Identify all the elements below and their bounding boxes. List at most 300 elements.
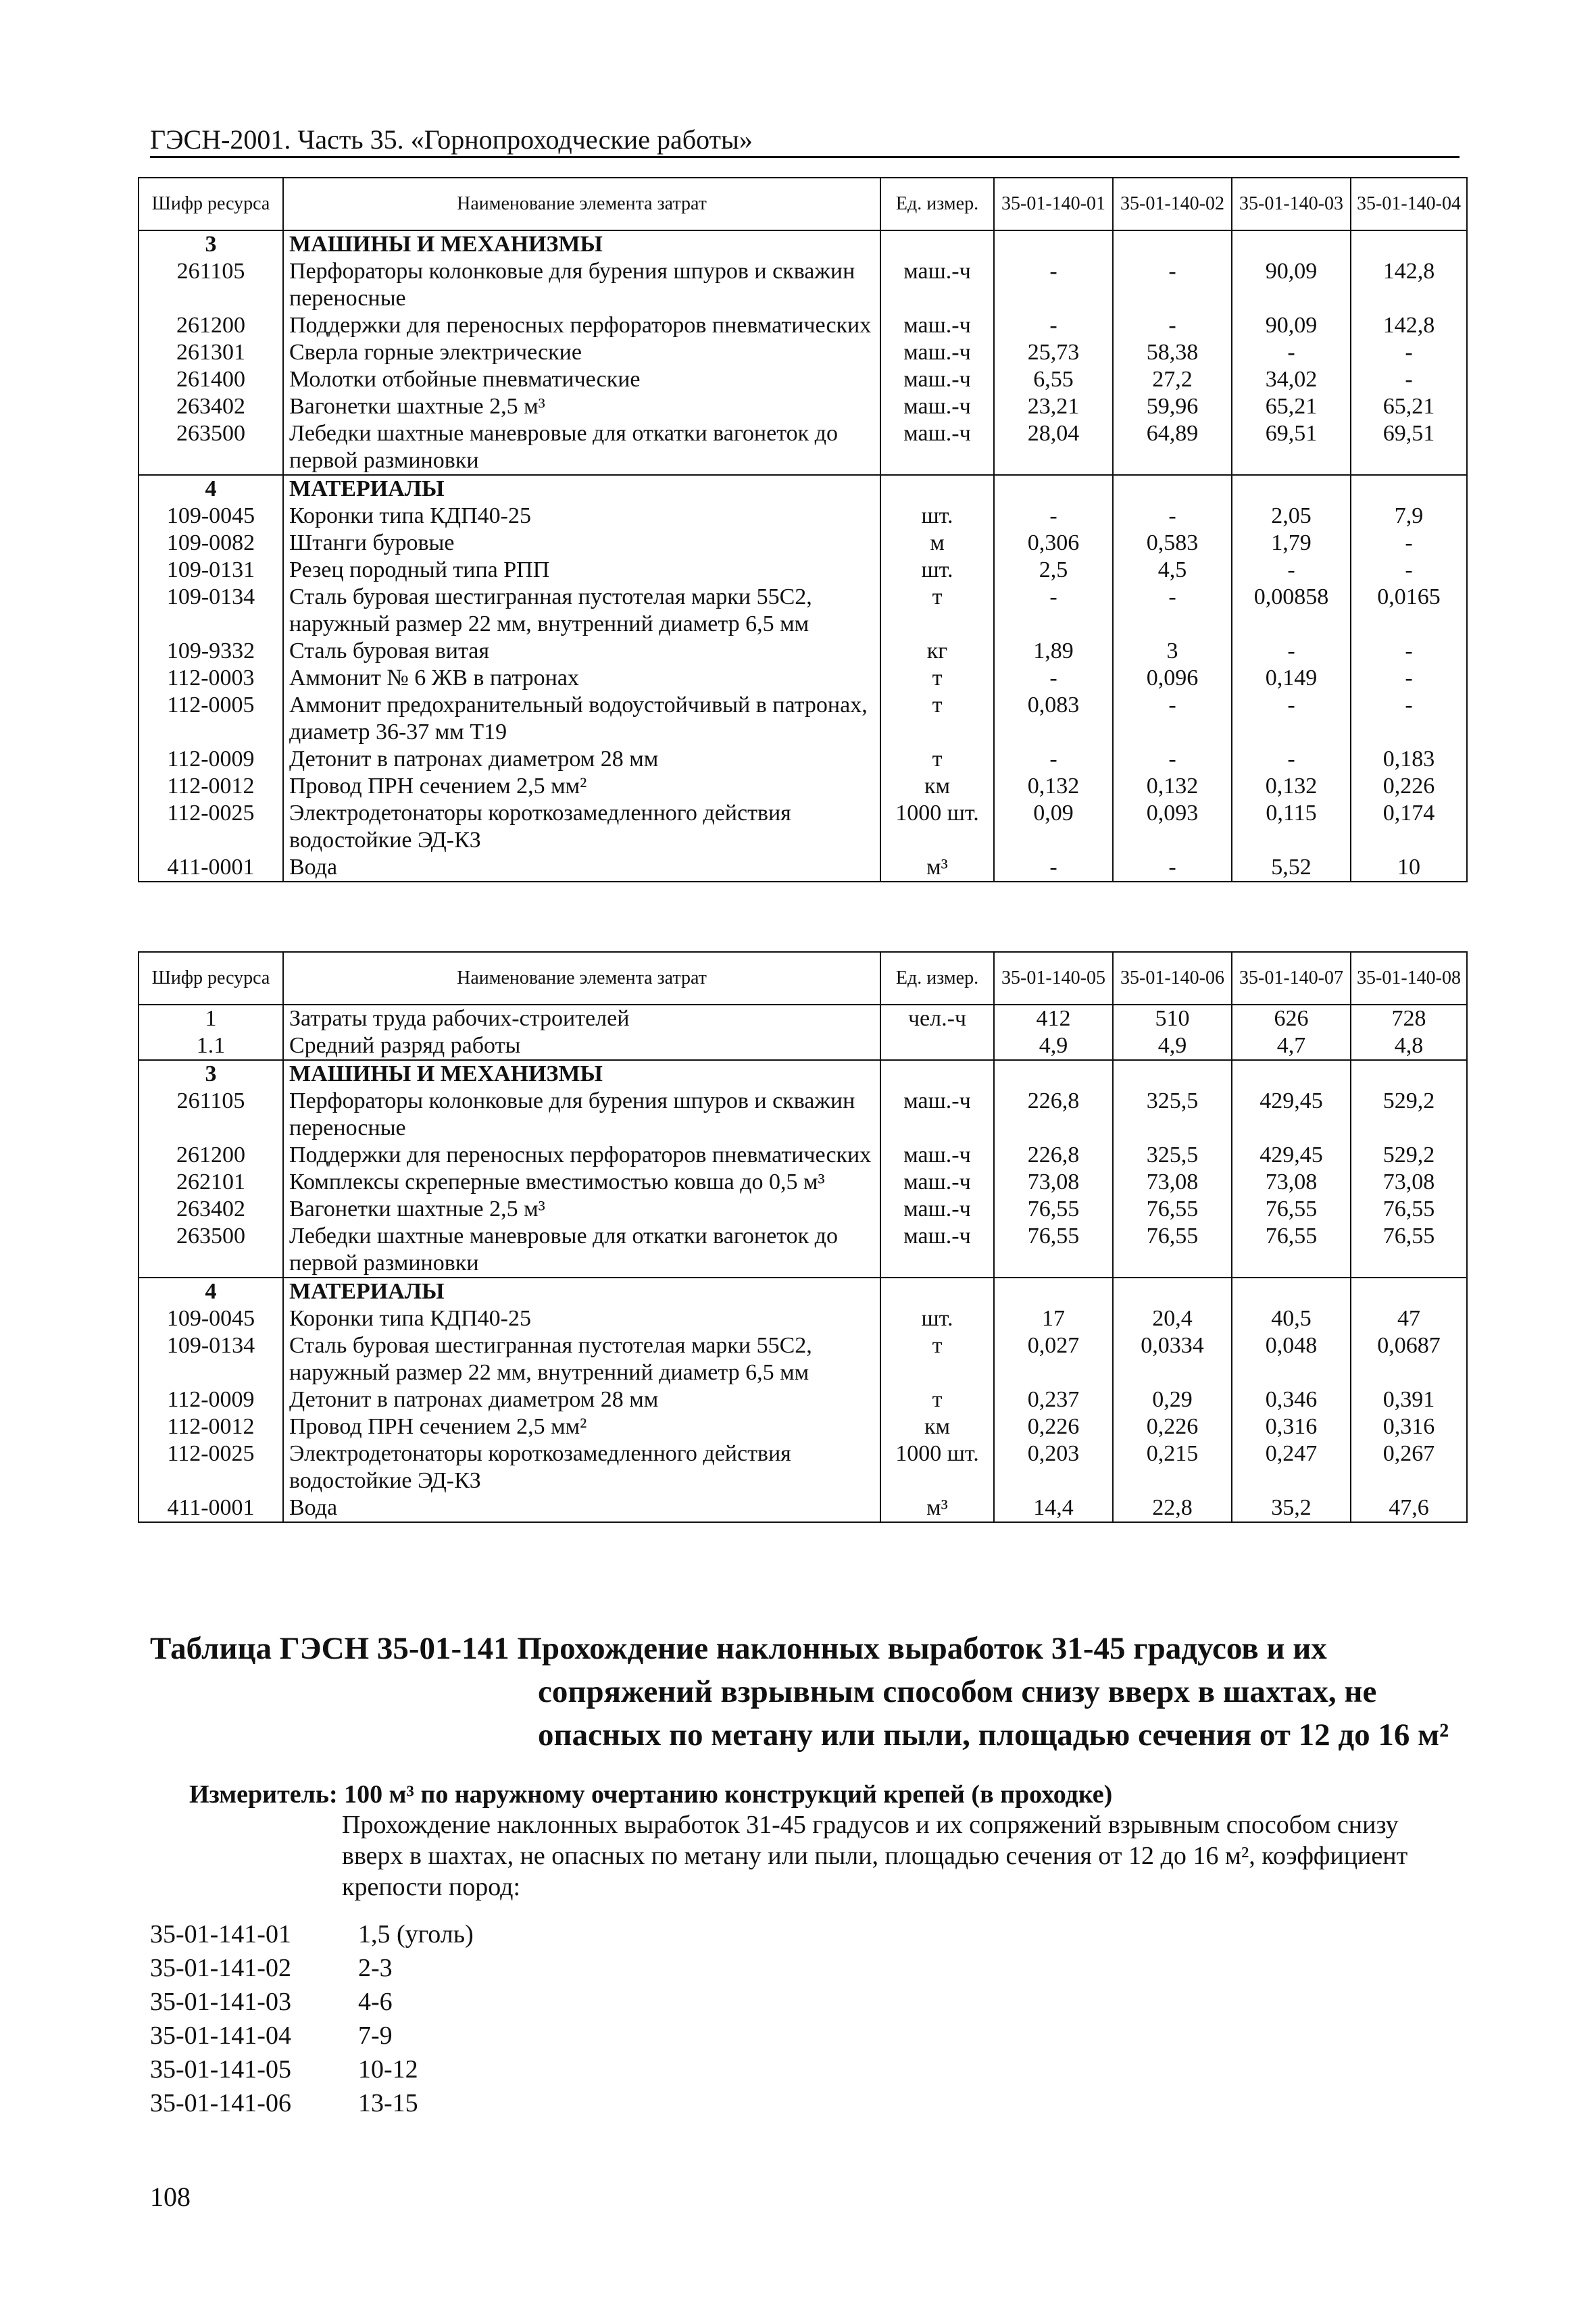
resource-name-cell: Коронки типа КДП40-25 bbox=[283, 503, 880, 530]
table-row bbox=[139, 1332, 1467, 1386]
table-row bbox=[139, 1060, 1467, 1088]
value-cell: 73,08 bbox=[1351, 1169, 1467, 1196]
unit-cell bbox=[880, 1032, 994, 1060]
running-header: ГЭСН-2001. Часть 35. «Горнопроходческие работы» bbox=[150, 123, 1460, 158]
resource-code-cell: 263402 bbox=[139, 393, 283, 420]
unit-cell: км bbox=[880, 773, 994, 800]
value-cell: 0,346 bbox=[1232, 1386, 1351, 1413]
value-cell: 0,306 bbox=[994, 530, 1113, 557]
value-cell: 22,8 bbox=[1113, 1494, 1232, 1522]
table-title-continuation: сопряжений взрывным способом снизу вверх в шахтах, не опасных по метану или пыли, площадью сечения от 12 до 16 м² bbox=[538, 1674, 1449, 1753]
variant-value: 2-3 bbox=[358, 1954, 393, 1982]
table-row bbox=[139, 258, 1467, 312]
unit-cell: 1000 шт. bbox=[880, 800, 994, 854]
value-cell: - bbox=[1351, 339, 1467, 366]
value-cell: 17 bbox=[994, 1305, 1113, 1332]
table-row bbox=[139, 530, 1467, 557]
value-cell bbox=[994, 475, 1113, 503]
unit-cell: маш.-ч bbox=[880, 258, 994, 312]
value-cell: 76,55 bbox=[994, 1196, 1113, 1223]
resource-name-cell: Вагонетки шахтные 2,5 м³ bbox=[283, 1196, 880, 1223]
value-cell: 0,132 bbox=[994, 773, 1113, 800]
value-cell bbox=[1113, 230, 1232, 258]
value-cell bbox=[1113, 1278, 1232, 1305]
table-body bbox=[139, 230, 1467, 882]
value-cell: - bbox=[1232, 557, 1351, 584]
value-cell: 73,08 bbox=[1232, 1169, 1351, 1196]
resource-name-cell: Лебедки шахтные маневровые для откатки вагонеток до первой разминовки bbox=[283, 1223, 880, 1278]
resource-code-cell: 112-0025 bbox=[139, 800, 283, 854]
variant-code: 35-01-141-03 bbox=[150, 1988, 291, 2016]
resource-name-cell: Средний разряд работы bbox=[283, 1032, 880, 1060]
value-cell: 2,05 bbox=[1232, 503, 1351, 530]
resource-code-cell: 3 bbox=[139, 230, 283, 258]
unit-cell: маш.-ч bbox=[880, 1142, 994, 1169]
resource-code-cell: 109-0082 bbox=[139, 530, 283, 557]
measurement-unit: Измеритель: 100 м³ по наружному очертанию конструкций крепей (в проходке) bbox=[189, 1780, 1113, 1809]
value-cell: - bbox=[1113, 854, 1232, 882]
value-cell: 0,183 bbox=[1351, 746, 1467, 773]
value-cell: 0,316 bbox=[1351, 1413, 1467, 1440]
table-row bbox=[139, 638, 1467, 665]
value-cell: - bbox=[1113, 503, 1232, 530]
value-cell: 20,4 bbox=[1113, 1305, 1232, 1332]
column-header-code: Шифр ресурса bbox=[139, 952, 283, 1005]
value-cell bbox=[1232, 475, 1351, 503]
value-cell: 325,5 bbox=[1113, 1088, 1232, 1142]
value-cell: 529,2 bbox=[1351, 1088, 1467, 1142]
unit-cell: шт. bbox=[880, 557, 994, 584]
table-body bbox=[139, 1005, 1467, 1522]
value-cell: 0,226 bbox=[1113, 1413, 1232, 1440]
resource-name-cell: Перфораторы колонковые для бурения шпуров и скважин переносные bbox=[283, 1088, 880, 1142]
value-cell: 23,21 bbox=[994, 393, 1113, 420]
unit-cell: маш.-ч bbox=[880, 1088, 994, 1142]
value-cell: 0,083 bbox=[994, 692, 1113, 746]
value-cell: 0,247 bbox=[1232, 1440, 1351, 1494]
variant-value: 13-15 bbox=[358, 2089, 418, 2117]
resource-code-cell: 262101 bbox=[139, 1169, 283, 1196]
unit-cell: м³ bbox=[880, 1494, 994, 1522]
table-row bbox=[139, 1032, 1467, 1060]
unit-cell: т bbox=[880, 746, 994, 773]
table-row bbox=[139, 366, 1467, 393]
resource-name-cell: Детонит в патронах диаметром 28 мм bbox=[283, 1386, 880, 1413]
resource-name-cell: Сталь буровая шестигранная пустотелая марки 55С2, наружный размер 22 мм, внутренний диаметр 6,5 мм bbox=[283, 1332, 880, 1386]
resource-name-cell: Электродетонаторы короткозамедленного действия водостойкие ЭД-КЗ bbox=[283, 800, 880, 854]
variant-item bbox=[150, 1951, 474, 1985]
unit-cell: 1000 шт. bbox=[880, 1440, 994, 1494]
unit-cell: маш.-ч bbox=[880, 1196, 994, 1223]
resource-code-cell: 261200 bbox=[139, 312, 283, 339]
table-row bbox=[139, 1440, 1467, 1494]
value-cell: 76,55 bbox=[1351, 1223, 1467, 1278]
resource-code-cell: 109-0134 bbox=[139, 1332, 283, 1386]
value-cell: 0,267 bbox=[1351, 1440, 1467, 1494]
value-cell: 90,09 bbox=[1232, 258, 1351, 312]
value-cell: 0,29 bbox=[1113, 1386, 1232, 1413]
value-cell: - bbox=[1351, 665, 1467, 692]
variant-item bbox=[150, 2086, 474, 2120]
value-cell: 40,5 bbox=[1232, 1305, 1351, 1332]
value-cell bbox=[1351, 1060, 1467, 1088]
value-cell: 73,08 bbox=[994, 1169, 1113, 1196]
resource-code-cell: 261200 bbox=[139, 1142, 283, 1169]
value-cell: 0,203 bbox=[994, 1440, 1113, 1494]
value-cell: - bbox=[1232, 692, 1351, 746]
unit-cell: маш.-ч bbox=[880, 366, 994, 393]
table-row bbox=[139, 854, 1467, 882]
value-cell bbox=[994, 1278, 1113, 1305]
value-cell: 25,73 bbox=[994, 339, 1113, 366]
table-row bbox=[139, 312, 1467, 339]
value-cell: 0,174 bbox=[1351, 800, 1467, 854]
unit-cell: маш.-ч bbox=[880, 1169, 994, 1196]
column-header-140-04: 35-01-140-04 bbox=[1351, 178, 1467, 230]
variant-code: 35-01-141-02 bbox=[150, 1954, 291, 1982]
resource-code-cell: 4 bbox=[139, 1278, 283, 1305]
resource-name-cell: Коронки типа КДП40-25 bbox=[283, 1305, 880, 1332]
resource-code-cell: 3 bbox=[139, 1060, 283, 1088]
variant-value: 10-12 bbox=[358, 2055, 418, 2084]
value-cell bbox=[1232, 230, 1351, 258]
value-cell: 27,2 bbox=[1113, 366, 1232, 393]
page-number: 108 bbox=[150, 2182, 191, 2212]
resource-code-cell: 261400 bbox=[139, 366, 283, 393]
value-cell: 728 bbox=[1351, 1005, 1467, 1032]
resource-name-cell: Сталь буровая витая bbox=[283, 638, 880, 665]
table-row bbox=[139, 1494, 1467, 1522]
variant-value: 7-9 bbox=[358, 2021, 393, 2050]
value-cell: - bbox=[1113, 258, 1232, 312]
resource-name-cell: Аммонит № 6 ЖВ в патронах bbox=[283, 665, 880, 692]
value-cell: 47 bbox=[1351, 1305, 1467, 1332]
value-cell: 76,55 bbox=[1113, 1223, 1232, 1278]
resource-name-cell: Детонит в патронах диаметром 28 мм bbox=[283, 746, 880, 773]
value-cell: - bbox=[1113, 746, 1232, 773]
variant-value: 1,5 (уголь) bbox=[358, 1920, 474, 1948]
unit-cell: т bbox=[880, 1386, 994, 1413]
table-row bbox=[139, 1278, 1467, 1305]
resource-code-cell: 1.1 bbox=[139, 1032, 283, 1060]
value-cell: 1,79 bbox=[1232, 530, 1351, 557]
resource-name-cell: МАТЕРИАЛЫ bbox=[283, 1278, 880, 1305]
resource-code-cell: 109-0045 bbox=[139, 503, 283, 530]
table-title bbox=[150, 1627, 1468, 1757]
value-cell: 76,55 bbox=[1232, 1223, 1351, 1278]
resource-name-cell: Поддержки для переносных перфораторов пневматических bbox=[283, 312, 880, 339]
resource-code-cell: 109-0131 bbox=[139, 557, 283, 584]
unit-cell: маш.-ч bbox=[880, 393, 994, 420]
resource-name-cell: Провод ПРН сечением 2,5 мм² bbox=[283, 773, 880, 800]
value-cell: - bbox=[994, 312, 1113, 339]
unit-cell: шт. bbox=[880, 1305, 994, 1332]
resource-code-cell: 261105 bbox=[139, 258, 283, 312]
value-cell: 429,45 bbox=[1232, 1088, 1351, 1142]
value-cell: - bbox=[1351, 557, 1467, 584]
value-cell: 0,09 bbox=[994, 800, 1113, 854]
value-cell: 529,2 bbox=[1351, 1142, 1467, 1169]
value-cell: 76,55 bbox=[1351, 1196, 1467, 1223]
value-cell: - bbox=[994, 258, 1113, 312]
value-cell: 0,093 bbox=[1113, 800, 1232, 854]
resource-code-cell: 411-0001 bbox=[139, 1494, 283, 1522]
column-header-140-06: 35-01-140-06 bbox=[1113, 952, 1232, 1005]
resource-name-cell: Поддержки для переносных перфораторов пневматических bbox=[283, 1142, 880, 1169]
value-cell: 76,55 bbox=[994, 1223, 1113, 1278]
resource-code-cell: 1 bbox=[139, 1005, 283, 1032]
value-cell: 412 bbox=[994, 1005, 1113, 1032]
value-cell bbox=[994, 1060, 1113, 1088]
value-cell: 0,096 bbox=[1113, 665, 1232, 692]
value-cell: 325,5 bbox=[1113, 1142, 1232, 1169]
value-cell: 0,00858 bbox=[1232, 584, 1351, 638]
resource-name-cell: Сталь буровая шестигранная пустотелая марки 55С2, наружный размер 22 мм, внутренний диаметр 6,5 мм bbox=[283, 584, 880, 638]
table-row bbox=[139, 1169, 1467, 1196]
unit-cell bbox=[880, 475, 994, 503]
table-row bbox=[139, 503, 1467, 530]
table-row bbox=[139, 1196, 1467, 1223]
value-cell: 28,04 bbox=[994, 420, 1113, 475]
column-header-140-02: 35-01-140-02 bbox=[1113, 178, 1232, 230]
value-cell: 69,51 bbox=[1232, 420, 1351, 475]
value-cell: 59,96 bbox=[1113, 393, 1232, 420]
resource-code-cell: 261301 bbox=[139, 339, 283, 366]
table-row bbox=[139, 557, 1467, 584]
table-row bbox=[139, 339, 1467, 366]
resource-code-cell: 112-0025 bbox=[139, 1440, 283, 1494]
value-cell: - bbox=[1232, 638, 1351, 665]
unit-cell: м bbox=[880, 530, 994, 557]
unit-cell: м³ bbox=[880, 854, 994, 882]
value-cell: 0,215 bbox=[1113, 1440, 1232, 1494]
variant-list bbox=[150, 1917, 474, 2120]
unit-cell: маш.-ч bbox=[880, 1223, 994, 1278]
value-cell: 0,048 bbox=[1232, 1332, 1351, 1386]
column-header-140-03: 35-01-140-03 bbox=[1232, 178, 1351, 230]
value-cell: 1,89 bbox=[994, 638, 1113, 665]
value-cell: 226,8 bbox=[994, 1088, 1113, 1142]
unit-cell bbox=[880, 1278, 994, 1305]
value-cell: - bbox=[1113, 584, 1232, 638]
value-cell bbox=[1113, 475, 1232, 503]
value-cell: 65,21 bbox=[1351, 393, 1467, 420]
value-cell bbox=[1232, 1060, 1351, 1088]
value-cell: 142,8 bbox=[1351, 258, 1467, 312]
table-row bbox=[139, 1005, 1467, 1032]
variant-value: 4-6 bbox=[358, 1988, 393, 2016]
resource-name-cell: МАШИНЫ И МЕХАНИЗМЫ bbox=[283, 230, 880, 258]
resource-name-cell: Провод ПРН сечением 2,5 мм² bbox=[283, 1413, 880, 1440]
value-cell: 64,89 bbox=[1113, 420, 1232, 475]
value-cell: - bbox=[1351, 692, 1467, 746]
value-cell: - bbox=[1351, 638, 1467, 665]
variant-code: 35-01-141-04 bbox=[150, 2021, 291, 2050]
value-cell: - bbox=[994, 746, 1113, 773]
unit-cell: чел.-ч bbox=[880, 1005, 994, 1032]
column-header-140-08: 35-01-140-08 bbox=[1351, 952, 1467, 1005]
column-header-name: Наименование элемента затрат bbox=[283, 952, 880, 1005]
variant-item bbox=[150, 2019, 474, 2053]
column-header-140-01: 35-01-140-01 bbox=[994, 178, 1113, 230]
resource-table-140-05-08 bbox=[138, 951, 1468, 1523]
table-row bbox=[139, 230, 1467, 258]
value-cell: - bbox=[994, 665, 1113, 692]
resource-code-cell: 112-0012 bbox=[139, 773, 283, 800]
resource-name-cell: Сверла горные электрические bbox=[283, 339, 880, 366]
value-cell: - bbox=[1351, 366, 1467, 393]
resource-name-cell: Молотки отбойные пневматические bbox=[283, 366, 880, 393]
value-cell bbox=[1232, 1278, 1351, 1305]
resource-code-cell: 112-0003 bbox=[139, 665, 283, 692]
value-cell: 4,9 bbox=[1113, 1032, 1232, 1060]
value-cell: 3 bbox=[1113, 638, 1232, 665]
resource-name-cell: МАШИНЫ И МЕХАНИЗМЫ bbox=[283, 1060, 880, 1088]
resource-code-cell: 109-0045 bbox=[139, 1305, 283, 1332]
resource-table-140-01-04 bbox=[138, 177, 1468, 882]
unit-cell: маш.-ч bbox=[880, 420, 994, 475]
resource-name-cell: Штанги буровые bbox=[283, 530, 880, 557]
value-cell: 90,09 bbox=[1232, 312, 1351, 339]
column-header-unit: Ед. измер. bbox=[880, 952, 994, 1005]
column-header-name: Наименование элемента затрат bbox=[283, 178, 880, 230]
value-cell bbox=[1351, 475, 1467, 503]
value-cell: - bbox=[994, 503, 1113, 530]
unit-cell: маш.-ч bbox=[880, 339, 994, 366]
table-row bbox=[139, 746, 1467, 773]
value-cell: 7,9 bbox=[1351, 503, 1467, 530]
resource-code-cell: 261105 bbox=[139, 1088, 283, 1142]
table-header-row bbox=[139, 178, 1467, 230]
resource-code-cell: 263500 bbox=[139, 1223, 283, 1278]
resource-name-cell: Вода bbox=[283, 854, 880, 882]
unit-cell: т bbox=[880, 584, 994, 638]
value-cell bbox=[994, 230, 1113, 258]
value-cell: 69,51 bbox=[1351, 420, 1467, 475]
value-cell: 4,9 bbox=[994, 1032, 1113, 1060]
value-cell: 0,391 bbox=[1351, 1386, 1467, 1413]
table-row bbox=[139, 1088, 1467, 1142]
unit-cell bbox=[880, 1060, 994, 1088]
resource-name-cell: Комплексы скреперные вместимостью ковша до 0,5 м³ bbox=[283, 1169, 880, 1196]
value-cell: 47,6 bbox=[1351, 1494, 1467, 1522]
value-cell: 510 bbox=[1113, 1005, 1232, 1032]
value-cell: - bbox=[994, 584, 1113, 638]
unit-cell: кг bbox=[880, 638, 994, 665]
value-cell: 76,55 bbox=[1113, 1196, 1232, 1223]
value-cell: 0,0687 bbox=[1351, 1332, 1467, 1386]
value-cell: 0,027 bbox=[994, 1332, 1113, 1386]
value-cell bbox=[1113, 1060, 1232, 1088]
resource-code-cell: 4 bbox=[139, 475, 283, 503]
resource-code-cell: 263500 bbox=[139, 420, 283, 475]
value-cell: 35,2 bbox=[1232, 1494, 1351, 1522]
resource-code-cell: 109-0134 bbox=[139, 584, 283, 638]
column-header-code: Шифр ресурса bbox=[139, 178, 283, 230]
resource-name-cell: Резец породный типа РПП bbox=[283, 557, 880, 584]
resource-name-cell: Вода bbox=[283, 1494, 880, 1522]
value-cell: - bbox=[1232, 339, 1351, 366]
value-cell: 76,55 bbox=[1232, 1196, 1351, 1223]
unit-cell: т bbox=[880, 1332, 994, 1386]
variant-code: 35-01-141-06 bbox=[150, 2089, 291, 2117]
value-cell: - bbox=[994, 854, 1113, 882]
resource-name-cell: Вагонетки шахтные 2,5 м³ bbox=[283, 393, 880, 420]
value-cell: 0,149 bbox=[1232, 665, 1351, 692]
table-row bbox=[139, 584, 1467, 638]
resource-code-cell: 411-0001 bbox=[139, 854, 283, 882]
value-cell: 0,226 bbox=[1351, 773, 1467, 800]
table-title-line1: Таблица ГЭСН 35-01-141 Прохождение наклонных выработок 31-45 градусов и их bbox=[150, 1631, 1327, 1666]
table-row bbox=[139, 665, 1467, 692]
value-cell: - bbox=[1113, 692, 1232, 746]
table-row bbox=[139, 1413, 1467, 1440]
value-cell: 0,583 bbox=[1113, 530, 1232, 557]
unit-cell bbox=[880, 230, 994, 258]
unit-cell: т bbox=[880, 665, 994, 692]
value-cell: - bbox=[1232, 746, 1351, 773]
resource-name-cell: Затраты труда рабочих-строителей bbox=[283, 1005, 880, 1032]
table-row bbox=[139, 420, 1467, 475]
resource-name-cell: Аммонит предохранительный водоустойчивый в патронах, диаметр 36-37 мм Т19 bbox=[283, 692, 880, 746]
value-cell: 0,132 bbox=[1232, 773, 1351, 800]
table-row bbox=[139, 800, 1467, 854]
column-header-140-07: 35-01-140-07 bbox=[1232, 952, 1351, 1005]
resource-name-cell: МАТЕРИАЛЫ bbox=[283, 475, 880, 503]
table-row bbox=[139, 773, 1467, 800]
value-cell: - bbox=[1113, 312, 1232, 339]
table-row bbox=[139, 475, 1467, 503]
value-cell: 5,52 bbox=[1232, 854, 1351, 882]
value-cell: 65,21 bbox=[1232, 393, 1351, 420]
value-cell: 0,132 bbox=[1113, 773, 1232, 800]
variant-code: 35-01-141-05 bbox=[150, 2055, 291, 2084]
unit-cell: т bbox=[880, 692, 994, 746]
value-cell: 73,08 bbox=[1113, 1169, 1232, 1196]
variant-code: 35-01-141-01 bbox=[150, 1920, 291, 1948]
column-header-unit: Ед. измер. bbox=[880, 178, 994, 230]
unit-cell: км bbox=[880, 1413, 994, 1440]
value-cell: 14,4 bbox=[994, 1494, 1113, 1522]
value-cell: 226,8 bbox=[994, 1142, 1113, 1169]
table-row bbox=[139, 1305, 1467, 1332]
unit-cell: маш.-ч bbox=[880, 312, 994, 339]
unit-cell: шт. bbox=[880, 503, 994, 530]
value-cell bbox=[1351, 230, 1467, 258]
table-row bbox=[139, 393, 1467, 420]
value-cell: 6,55 bbox=[994, 366, 1113, 393]
value-cell: 4,8 bbox=[1351, 1032, 1467, 1060]
value-cell: 34,02 bbox=[1232, 366, 1351, 393]
table-row bbox=[139, 1386, 1467, 1413]
value-cell: 142,8 bbox=[1351, 312, 1467, 339]
value-cell: 10 bbox=[1351, 854, 1467, 882]
table-header-row bbox=[139, 952, 1467, 1005]
value-cell: 2,5 bbox=[994, 557, 1113, 584]
resource-code-cell: 112-0009 bbox=[139, 1386, 283, 1413]
value-cell: 0,0334 bbox=[1113, 1332, 1232, 1386]
value-cell: 0,0165 bbox=[1351, 584, 1467, 638]
value-cell: 0,237 bbox=[994, 1386, 1113, 1413]
value-cell: 4,5 bbox=[1113, 557, 1232, 584]
resource-code-cell: 112-0009 bbox=[139, 746, 283, 773]
value-cell: 0,115 bbox=[1232, 800, 1351, 854]
resource-code-cell: 263402 bbox=[139, 1196, 283, 1223]
value-cell: 429,45 bbox=[1232, 1142, 1351, 1169]
value-cell: 0,226 bbox=[994, 1413, 1113, 1440]
resource-name-cell: Лебедки шахтные маневровые для откатки вагонеток до первой разминовки bbox=[283, 420, 880, 475]
resource-code-cell: 112-0005 bbox=[139, 692, 283, 746]
